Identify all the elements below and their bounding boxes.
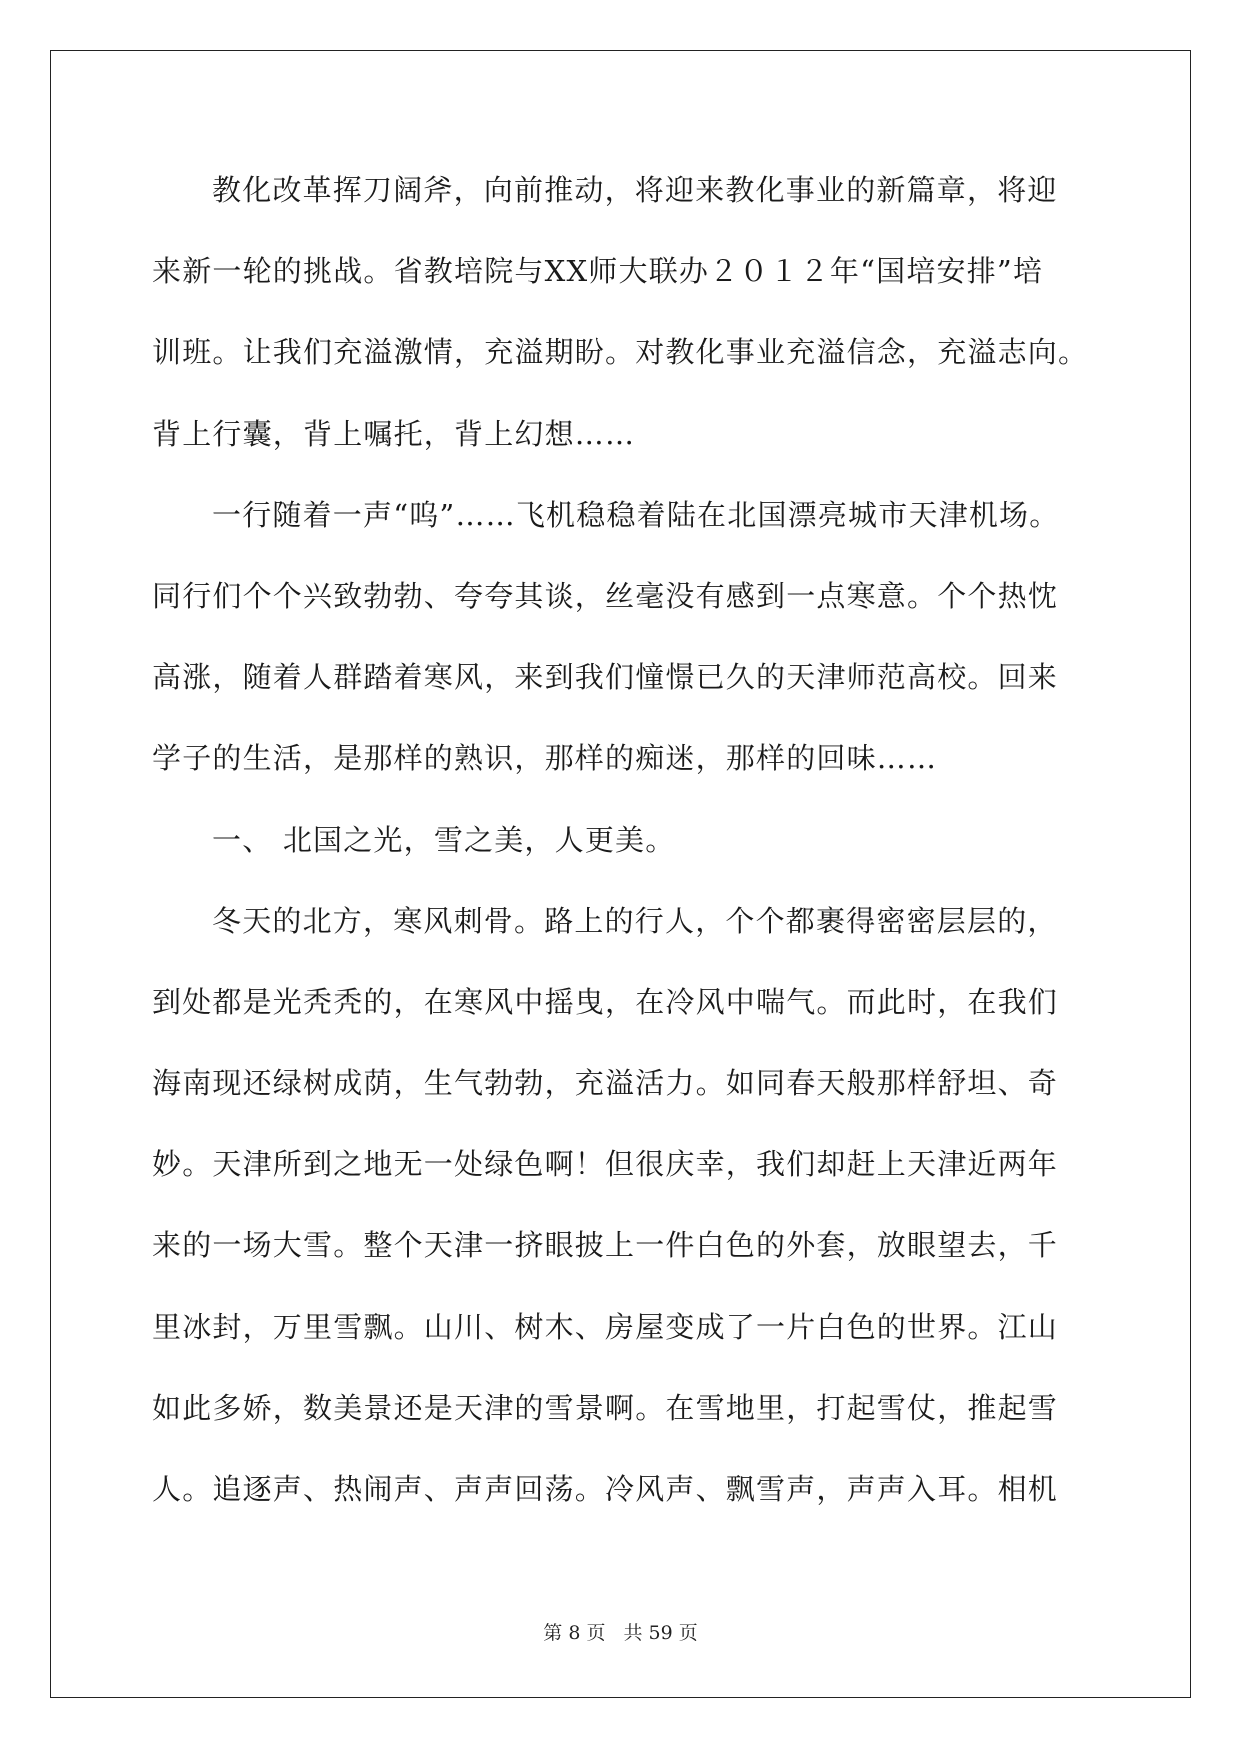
text-line: 如此多娇，数美景还是天津的雪景啊。在雪地里，打起雪仗，推起雪 (152, 1390, 1059, 1425)
page-footer (0, 1618, 1241, 1645)
document-body (152, 158, 1087, 1538)
text-line: 海南现还绿树成荫，生气勃勃，充溢活力。如同春天般那样舒坦、奇 (152, 1066, 1059, 1101)
text-line: 一行随着一声“呜”……飞机稳稳着陆在北国漂亮城市天津机场。 (212, 497, 1060, 532)
text-line: 背上行囊，背上嘱托，背上幻想…… (152, 416, 636, 451)
text-line: 人。追逐声、热闹声、声声回荡。冷风声、飘雪声，声声入耳。相机 (152, 1472, 1059, 1506)
text-line: 训班。让我们充溢激情，充溢期盼。对教化事业充溢信念，充溢志向。 (152, 335, 1089, 370)
text-line: 来新一轮的挑战。省教培院与XX师大联办２０１２年“国培安排”培 (152, 254, 1044, 289)
text-line: 一、 北国之光，雪之美，人更美。 (212, 822, 676, 857)
text-line: 到处都是光秃秃的，在寒风中摇曳，在冷风中喘气。而此时，在我们 (152, 984, 1059, 1019)
text-line: 里冰封，万里雪飘。山川、树木、房屋变成了一片白色的世界。江山 (152, 1309, 1059, 1344)
text-line: 教化改革挥刀阔斧，向前推动，将迎来教化事业的新篇章，将迎 (212, 173, 1058, 207)
text-line: 学子的生活，是那样的熟识，那样的痴迷，那样的回味…… (152, 741, 938, 776)
text-line: 高涨，随着人群踏着寒风，来到我们憧憬已久的天津师范高校。回来 (152, 660, 1059, 695)
text-line: 妙。天津所到之地无一处绿色啊！但很庆幸，我们却赶上天津近两年 (152, 1147, 1059, 1182)
text-line: 同行们个个兴致勃勃、夸夸其谈，丝毫没有感到一点寒意。个个热忱 (152, 578, 1059, 613)
text-line: 冬天的北方，寒风刺骨。路上的行人，个个都裹得密密层层的， (212, 903, 1058, 938)
text-line: 来的一场大雪。整个天津一挤眼披上一件白色的外套，放眼望去，千 (152, 1228, 1059, 1263)
page-number: 第 8 页 (543, 1622, 606, 1644)
page-total: 共 59 页 (623, 1622, 698, 1644)
